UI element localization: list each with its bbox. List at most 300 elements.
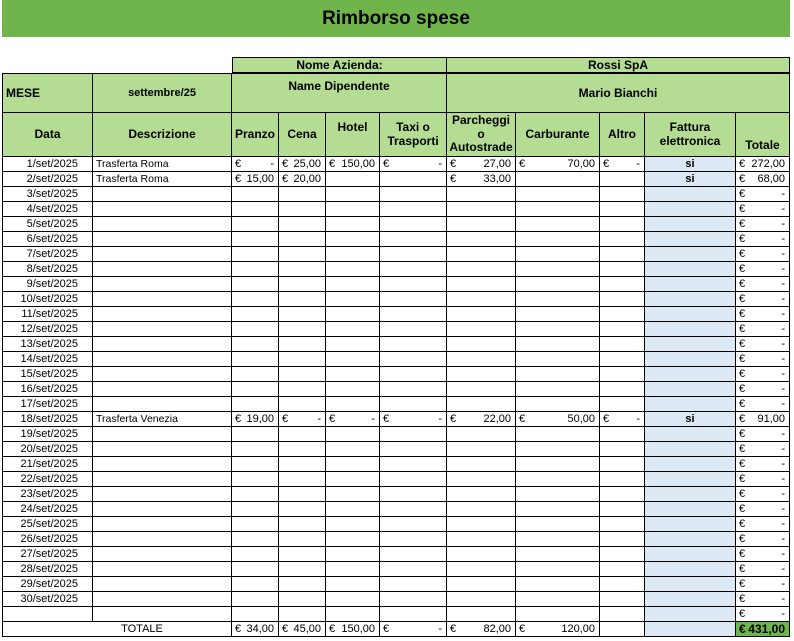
- row-totale[interactable]: [736, 382, 790, 397]
- row-carburante-empty[interactable]: [516, 202, 600, 217]
- row-taxi-empty[interactable]: [380, 457, 447, 472]
- row-parcheggi[interactable]: [447, 412, 516, 427]
- row-totale[interactable]: [736, 262, 790, 277]
- row-description[interactable]: [93, 187, 232, 202]
- row-pranzo-empty[interactable]: [232, 262, 279, 277]
- row-description[interactable]: [93, 337, 232, 352]
- row-totale[interactable]: [736, 562, 790, 577]
- row-date[interactable]: 8/set/2025: [2, 262, 93, 277]
- row-altro-empty[interactable]: [600, 187, 645, 202]
- row-carburante-empty[interactable]: [516, 367, 600, 382]
- row-carburante-empty[interactable]: [516, 247, 600, 262]
- row-fattura[interactable]: [645, 337, 736, 352]
- row-fattura[interactable]: [645, 562, 736, 577]
- row-totale[interactable]: [736, 577, 790, 592]
- row-cena-empty[interactable]: [279, 442, 326, 457]
- row-description[interactable]: [93, 427, 232, 442]
- row-hotel-empty[interactable]: [326, 547, 380, 562]
- row-parcheggi-empty[interactable]: [447, 247, 516, 262]
- row-fattura[interactable]: [645, 427, 736, 442]
- row-hotel-empty[interactable]: [326, 292, 380, 307]
- row-pranzo[interactable]: [232, 172, 279, 187]
- row-date[interactable]: 28/set/2025: [2, 562, 93, 577]
- row-description[interactable]: [93, 577, 232, 592]
- row-date[interactable]: 6/set/2025: [2, 232, 93, 247]
- row-parcheggi-empty[interactable]: [447, 187, 516, 202]
- row-hotel-empty[interactable]: [326, 487, 380, 502]
- row-cena-empty[interactable]: [279, 577, 326, 592]
- row-altro-empty[interactable]: [600, 607, 645, 622]
- row-taxi-empty[interactable]: [380, 232, 447, 247]
- row-cena-empty[interactable]: [279, 562, 326, 577]
- row-fattura[interactable]: si: [645, 172, 736, 187]
- row-date[interactable]: 7/set/2025: [2, 247, 93, 262]
- row-taxi-empty[interactable]: [380, 352, 447, 367]
- row-fattura[interactable]: [645, 367, 736, 382]
- row-parcheggi-empty[interactable]: [447, 577, 516, 592]
- row-cena-empty[interactable]: [279, 517, 326, 532]
- row-date[interactable]: 12/set/2025: [2, 322, 93, 337]
- row-altro-empty[interactable]: [600, 517, 645, 532]
- row-cena-empty[interactable]: [279, 382, 326, 397]
- row-description[interactable]: [93, 517, 232, 532]
- row-taxi-empty[interactable]: [380, 247, 447, 262]
- row-totale[interactable]: [736, 322, 790, 337]
- total-parcheggi[interactable]: [447, 622, 516, 637]
- row-taxi-empty[interactable]: [380, 397, 447, 412]
- row-hotel-empty[interactable]: [326, 322, 380, 337]
- row-pranzo-empty[interactable]: [232, 397, 279, 412]
- row-carburante-empty[interactable]: [516, 502, 600, 517]
- row-fattura[interactable]: [645, 382, 736, 397]
- row-carburante-empty[interactable]: [516, 337, 600, 352]
- total-cena[interactable]: [279, 622, 326, 637]
- row-date[interactable]: 4/set/2025: [2, 202, 93, 217]
- row-fattura[interactable]: [645, 547, 736, 562]
- row-hotel-empty[interactable]: [326, 532, 380, 547]
- row-parcheggi-empty[interactable]: [447, 232, 516, 247]
- row-altro-empty[interactable]: [600, 217, 645, 232]
- row-hotel-empty[interactable]: [326, 262, 380, 277]
- row-date[interactable]: 9/set/2025: [2, 277, 93, 292]
- row-totale[interactable]: [736, 592, 790, 607]
- row-totale[interactable]: [736, 532, 790, 547]
- row-hotel-empty[interactable]: [326, 217, 380, 232]
- row-date[interactable]: 18/set/2025: [2, 412, 93, 427]
- row-carburante-empty[interactable]: [516, 232, 600, 247]
- row-hotel-empty[interactable]: [326, 607, 380, 622]
- row-parcheggi-empty[interactable]: [447, 277, 516, 292]
- row-description[interactable]: [93, 457, 232, 472]
- row-altro-empty[interactable]: [600, 487, 645, 502]
- row-parcheggi-empty[interactable]: [447, 337, 516, 352]
- row-pranzo-empty[interactable]: [232, 457, 279, 472]
- row-totale[interactable]: [736, 427, 790, 442]
- row-taxi-empty[interactable]: [380, 322, 447, 337]
- row-taxi-empty[interactable]: [380, 202, 447, 217]
- row-pranzo-empty[interactable]: [232, 187, 279, 202]
- row-totale[interactable]: [736, 397, 790, 412]
- row-taxi-empty[interactable]: [380, 532, 447, 547]
- row-carburante-empty[interactable]: [516, 607, 600, 622]
- row-totale[interactable]: [736, 367, 790, 382]
- row-taxi-empty[interactable]: [380, 367, 447, 382]
- row-hotel-empty[interactable]: [326, 172, 380, 187]
- row-fattura[interactable]: [645, 607, 736, 622]
- row-pranzo-empty[interactable]: [232, 547, 279, 562]
- row-pranzo-empty[interactable]: [232, 202, 279, 217]
- row-cena-empty[interactable]: [279, 532, 326, 547]
- row-taxi-empty[interactable]: [380, 547, 447, 562]
- employee-value[interactable]: Mario Bianchi: [447, 73, 790, 113]
- row-hotel-empty[interactable]: [326, 247, 380, 262]
- row-altro-empty[interactable]: [600, 442, 645, 457]
- row-fattura[interactable]: [645, 187, 736, 202]
- row-totale[interactable]: [736, 472, 790, 487]
- row-totale[interactable]: [736, 292, 790, 307]
- row-pranzo-empty[interactable]: [232, 277, 279, 292]
- row-parcheggi-empty[interactable]: [447, 322, 516, 337]
- row-fattura[interactable]: [645, 592, 736, 607]
- row-altro-empty[interactable]: [600, 352, 645, 367]
- row-date[interactable]: 17/set/2025: [2, 397, 93, 412]
- row-totale[interactable]: [736, 502, 790, 517]
- row-cena-empty[interactable]: [279, 502, 326, 517]
- row-hotel[interactable]: [326, 157, 380, 172]
- row-cena-empty[interactable]: [279, 337, 326, 352]
- row-pranzo-empty[interactable]: [232, 517, 279, 532]
- row-totale[interactable]: [736, 517, 790, 532]
- row-fattura[interactable]: [645, 232, 736, 247]
- row-altro-empty[interactable]: [600, 277, 645, 292]
- row-parcheggi-empty[interactable]: [447, 382, 516, 397]
- row-cena-empty[interactable]: [279, 187, 326, 202]
- row-altro-empty[interactable]: [600, 592, 645, 607]
- row-hotel[interactable]: [326, 412, 380, 427]
- row-parcheggi-empty[interactable]: [447, 562, 516, 577]
- row-cena-empty[interactable]: [279, 202, 326, 217]
- row-description[interactable]: [93, 592, 232, 607]
- row-description[interactable]: [93, 217, 232, 232]
- row-fattura[interactable]: [645, 502, 736, 517]
- row-fattura[interactable]: [645, 487, 736, 502]
- row-taxi-empty[interactable]: [380, 562, 447, 577]
- row-carburante-empty[interactable]: [516, 487, 600, 502]
- row-totale[interactable]: [736, 547, 790, 562]
- row-parcheggi-empty[interactable]: [447, 367, 516, 382]
- row-date[interactable]: 11/set/2025: [2, 307, 93, 322]
- row-date[interactable]: 19/set/2025: [2, 427, 93, 442]
- row-fattura[interactable]: si: [645, 157, 736, 172]
- row-pranzo-empty[interactable]: [232, 382, 279, 397]
- row-carburante-empty[interactable]: [516, 457, 600, 472]
- row-pranzo-empty[interactable]: [232, 577, 279, 592]
- row-description[interactable]: Trasferta Roma: [93, 172, 232, 187]
- row-parcheggi-empty[interactable]: [447, 472, 516, 487]
- row-description[interactable]: [93, 442, 232, 457]
- row-totale[interactable]: [736, 202, 790, 217]
- row-description[interactable]: [93, 367, 232, 382]
- row-taxi-empty[interactable]: [380, 187, 447, 202]
- row-cena-empty[interactable]: [279, 592, 326, 607]
- row-totale[interactable]: [736, 307, 790, 322]
- total-taxi[interactable]: [380, 622, 447, 637]
- row-carburante-empty[interactable]: [516, 262, 600, 277]
- row-hotel-empty[interactable]: [326, 502, 380, 517]
- row-carburante-empty[interactable]: [516, 427, 600, 442]
- row-pranzo[interactable]: [232, 157, 279, 172]
- row-date[interactable]: 10/set/2025: [2, 292, 93, 307]
- row-hotel-empty[interactable]: [326, 277, 380, 292]
- row-fattura[interactable]: [645, 517, 736, 532]
- row-taxi[interactable]: [380, 157, 447, 172]
- row-parcheggi-empty[interactable]: [447, 292, 516, 307]
- row-altro-empty[interactable]: [600, 247, 645, 262]
- row-totale[interactable]: [736, 607, 790, 622]
- row-carburante-empty[interactable]: [516, 472, 600, 487]
- row-totale[interactable]: [736, 157, 790, 172]
- row-taxi-empty[interactable]: [380, 517, 447, 532]
- row-pranzo-empty[interactable]: [232, 367, 279, 382]
- row-altro-empty[interactable]: [600, 337, 645, 352]
- row-carburante-empty[interactable]: [516, 292, 600, 307]
- row-date[interactable]: 16/set/2025: [2, 382, 93, 397]
- row-taxi-empty[interactable]: [380, 487, 447, 502]
- row-altro-empty[interactable]: [600, 457, 645, 472]
- row-pranzo[interactable]: [232, 412, 279, 427]
- row-cena-empty[interactable]: [279, 397, 326, 412]
- row-pranzo-empty[interactable]: [232, 322, 279, 337]
- row-taxi-empty[interactable]: [380, 502, 447, 517]
- row-hotel-empty[interactable]: [326, 592, 380, 607]
- row-taxi-empty[interactable]: [380, 427, 447, 442]
- row-altro-empty[interactable]: [600, 382, 645, 397]
- row-hotel-empty[interactable]: [326, 457, 380, 472]
- row-taxi-empty[interactable]: [380, 577, 447, 592]
- row-taxi-empty[interactable]: [380, 607, 447, 622]
- row-totale[interactable]: [736, 352, 790, 367]
- row-carburante-empty[interactable]: [516, 397, 600, 412]
- row-carburante-empty[interactable]: [516, 307, 600, 322]
- row-taxi-empty[interactable]: [380, 307, 447, 322]
- row-date[interactable]: 3/set/2025: [2, 187, 93, 202]
- row-altro-empty[interactable]: [600, 502, 645, 517]
- row-fattura[interactable]: [645, 397, 736, 412]
- row-taxi-empty[interactable]: [380, 337, 447, 352]
- row-cena[interactable]: [279, 157, 326, 172]
- row-altro[interactable]: [600, 412, 645, 427]
- row-pranzo-empty[interactable]: [232, 217, 279, 232]
- row-description[interactable]: [93, 487, 232, 502]
- row-taxi-empty[interactable]: [380, 382, 447, 397]
- row-fattura[interactable]: [645, 352, 736, 367]
- row-date[interactable]: 21/set/2025: [2, 457, 93, 472]
- row-cena-empty[interactable]: [279, 217, 326, 232]
- row-parcheggi-empty[interactable]: [447, 397, 516, 412]
- row-description[interactable]: [93, 247, 232, 262]
- row-altro-empty[interactable]: [600, 307, 645, 322]
- row-cena[interactable]: [279, 172, 326, 187]
- row-hotel-empty[interactable]: [326, 232, 380, 247]
- row-pranzo-empty[interactable]: [232, 442, 279, 457]
- row-hotel-empty[interactable]: [326, 442, 380, 457]
- row-cena-empty[interactable]: [279, 472, 326, 487]
- row-altro-empty[interactable]: [600, 367, 645, 382]
- row-cena-empty[interactable]: [279, 247, 326, 262]
- company-value[interactable]: Rossi SpA: [447, 57, 790, 73]
- row-carburante-empty[interactable]: [516, 322, 600, 337]
- row-altro-empty[interactable]: [600, 472, 645, 487]
- row-parcheggi-empty[interactable]: [447, 262, 516, 277]
- row-description[interactable]: [93, 352, 232, 367]
- row-description[interactable]: [93, 607, 232, 622]
- row-parcheggi-empty[interactable]: [447, 352, 516, 367]
- row-fattura[interactable]: [645, 247, 736, 262]
- row-carburante-empty[interactable]: [516, 592, 600, 607]
- row-carburante-empty[interactable]: [516, 217, 600, 232]
- row-fattura[interactable]: [645, 322, 736, 337]
- row-pranzo-empty[interactable]: [232, 607, 279, 622]
- row-pranzo-empty[interactable]: [232, 352, 279, 367]
- row-altro-empty[interactable]: [600, 427, 645, 442]
- row-parcheggi-empty[interactable]: [447, 307, 516, 322]
- row-carburante-empty[interactable]: [516, 532, 600, 547]
- row-fattura[interactable]: [645, 577, 736, 592]
- grand-total[interactable]: [736, 622, 790, 637]
- row-hotel-empty[interactable]: [326, 367, 380, 382]
- row-altro-empty[interactable]: [600, 547, 645, 562]
- row-taxi-empty[interactable]: [380, 472, 447, 487]
- row-pranzo-empty[interactable]: [232, 472, 279, 487]
- row-pranzo-empty[interactable]: [232, 427, 279, 442]
- row-altro-empty[interactable]: [600, 262, 645, 277]
- row-date[interactable]: 29/set/2025: [2, 577, 93, 592]
- row-description[interactable]: [93, 262, 232, 277]
- row-description[interactable]: [93, 472, 232, 487]
- blank-row[interactable]: [2, 37, 790, 57]
- row-date[interactable]: 20/set/2025: [2, 442, 93, 457]
- row-totale[interactable]: [736, 457, 790, 472]
- row-carburante[interactable]: [516, 412, 600, 427]
- row-parcheggi-empty[interactable]: [447, 427, 516, 442]
- row-description[interactable]: [93, 232, 232, 247]
- row-description[interactable]: Trasferta Venezia: [93, 412, 232, 427]
- row-description[interactable]: [93, 382, 232, 397]
- row-date[interactable]: [2, 607, 93, 622]
- row-parcheggi-empty[interactable]: [447, 217, 516, 232]
- row-totale[interactable]: [736, 187, 790, 202]
- row-description[interactable]: [93, 307, 232, 322]
- row-hotel-empty[interactable]: [326, 337, 380, 352]
- row-cena-empty[interactable]: [279, 277, 326, 292]
- row-description[interactable]: [93, 397, 232, 412]
- row-description[interactable]: [93, 532, 232, 547]
- row-carburante-empty[interactable]: [516, 547, 600, 562]
- row-hotel-empty[interactable]: [326, 202, 380, 217]
- row-carburante-empty[interactable]: [516, 277, 600, 292]
- row-altro-empty[interactable]: [600, 562, 645, 577]
- row-pranzo-empty[interactable]: [232, 562, 279, 577]
- row-hotel-empty[interactable]: [326, 427, 380, 442]
- row-altro-empty[interactable]: [600, 532, 645, 547]
- row-cena-empty[interactable]: [279, 427, 326, 442]
- row-altro-empty[interactable]: [600, 292, 645, 307]
- row-description[interactable]: [93, 547, 232, 562]
- row-pranzo-empty[interactable]: [232, 232, 279, 247]
- row-pranzo-empty[interactable]: [232, 307, 279, 322]
- row-totale[interactable]: [736, 247, 790, 262]
- row-description[interactable]: [93, 562, 232, 577]
- row-carburante-empty[interactable]: [516, 352, 600, 367]
- row-cena-empty[interactable]: [279, 607, 326, 622]
- row-date[interactable]: 26/set/2025: [2, 532, 93, 547]
- row-taxi-empty[interactable]: [380, 592, 447, 607]
- row-totale[interactable]: [736, 232, 790, 247]
- row-date[interactable]: 30/set/2025: [2, 592, 93, 607]
- row-totale[interactable]: [736, 412, 790, 427]
- row-cena[interactable]: [279, 412, 326, 427]
- row-date[interactable]: 5/set/2025: [2, 217, 93, 232]
- row-fattura[interactable]: [645, 307, 736, 322]
- row-totale[interactable]: [736, 217, 790, 232]
- row-parcheggi-empty[interactable]: [447, 442, 516, 457]
- row-carburante[interactable]: [516, 157, 600, 172]
- row-fattura[interactable]: [645, 217, 736, 232]
- row-cena-empty[interactable]: [279, 457, 326, 472]
- row-cena-empty[interactable]: [279, 262, 326, 277]
- row-date[interactable]: 2/set/2025: [2, 172, 93, 187]
- row-hotel-empty[interactable]: [326, 382, 380, 397]
- row-cena-empty[interactable]: [279, 352, 326, 367]
- total-altro-empty[interactable]: [600, 622, 645, 637]
- row-description[interactable]: Trasferta Roma: [93, 157, 232, 172]
- row-hotel-empty[interactable]: [326, 562, 380, 577]
- row-fattura[interactable]: [645, 292, 736, 307]
- row-carburante-empty[interactable]: [516, 577, 600, 592]
- row-date[interactable]: 25/set/2025: [2, 517, 93, 532]
- row-fattura[interactable]: [645, 277, 736, 292]
- row-cena-empty[interactable]: [279, 307, 326, 322]
- row-hotel-empty[interactable]: [326, 577, 380, 592]
- row-cena-empty[interactable]: [279, 487, 326, 502]
- row-hotel-empty[interactable]: [326, 307, 380, 322]
- row-date[interactable]: 13/set/2025: [2, 337, 93, 352]
- row-altro-empty[interactable]: [600, 397, 645, 412]
- row-hotel-empty[interactable]: [326, 352, 380, 367]
- row-altro-empty[interactable]: [600, 202, 645, 217]
- row-altro-empty[interactable]: [600, 172, 645, 187]
- row-description[interactable]: [93, 202, 232, 217]
- row-date[interactable]: 22/set/2025: [2, 472, 93, 487]
- row-parcheggi-empty[interactable]: [447, 547, 516, 562]
- row-totale[interactable]: [736, 277, 790, 292]
- row-date[interactable]: 14/set/2025: [2, 352, 93, 367]
- total-hotel[interactable]: [326, 622, 380, 637]
- row-description[interactable]: [93, 322, 232, 337]
- row-cena-empty[interactable]: [279, 547, 326, 562]
- row-date[interactable]: 24/set/2025: [2, 502, 93, 517]
- row-totale[interactable]: [736, 172, 790, 187]
- row-carburante-empty[interactable]: [516, 382, 600, 397]
- row-parcheggi-empty[interactable]: [447, 502, 516, 517]
- row-taxi-empty[interactable]: [380, 217, 447, 232]
- row-parcheggi-empty[interactable]: [447, 592, 516, 607]
- row-carburante-empty[interactable]: [516, 187, 600, 202]
- total-carburante[interactable]: [516, 622, 600, 637]
- row-fattura[interactable]: [645, 442, 736, 457]
- row-carburante-empty[interactable]: [516, 172, 600, 187]
- row-totale[interactable]: [736, 487, 790, 502]
